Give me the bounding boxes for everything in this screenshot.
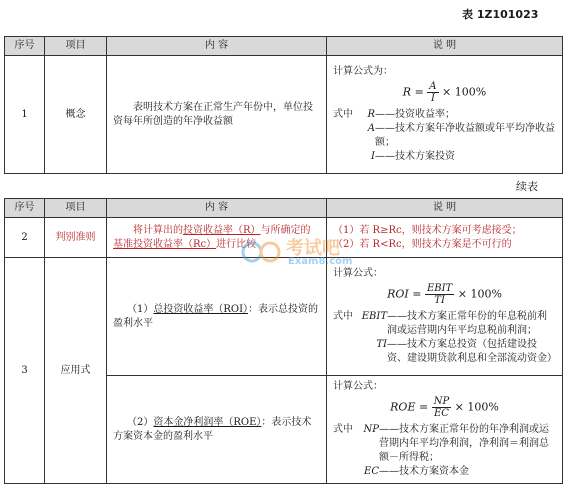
- row3b-def-sym: NP: [363, 424, 379, 435]
- row1-def-text: ——技术方案投资: [375, 151, 455, 162]
- row1-def-text: ——投资收益率；: [375, 109, 455, 120]
- row1-formula: [333, 81, 556, 104]
- row2-content-mid: 与所确定的: [260, 224, 311, 236]
- row3b-content-post: ：表示技术方案资本金的盈利水平: [113, 416, 312, 442]
- row3a-explanation: [327, 258, 563, 376]
- row3a-formula-label: 计算公式：: [333, 268, 383, 279]
- row1-where: 式中: [333, 109, 353, 120]
- row1-def: [333, 108, 556, 122]
- row3a-where: 式中: [333, 311, 353, 322]
- row3-seq: 3: [5, 258, 45, 484]
- table-row: [5, 258, 563, 376]
- row3a-def-text: ——技术方案正常年份的年息税前利润或运营期内年平均息税前利润；: [387, 311, 547, 336]
- row1-seq: 1: [5, 56, 45, 174]
- row2-rule: （2）若 R<Rc，则技术方案是不可行的: [333, 238, 512, 250]
- row3b-formula-tail: × 100%: [454, 400, 499, 414]
- row1-formula-num: A: [429, 81, 437, 92]
- row1-formula-label: 计算公式为：: [333, 66, 393, 77]
- row1-def-text: ——技术方案年净收益额或年平均净收益额；: [375, 123, 555, 148]
- row2-rule: （1）若 R≥Rc，则技术方案可考虑接受；: [333, 224, 522, 236]
- row3a-def: [333, 310, 556, 338]
- row3b-def-text: ——技术方案正常年份的年净利润或运营期内年平均净利润，净利润＝利润总额－所得税；: [379, 424, 549, 463]
- row1-def-sym: I: [371, 151, 375, 162]
- watermark-sub: Exam8.com: [288, 256, 353, 267]
- table-number: 表 1Z101023: [462, 8, 539, 21]
- watermark: [238, 228, 378, 272]
- row2-content-pre: 将计算出的: [133, 224, 183, 236]
- row2-content-post: 进行比较: [216, 238, 257, 250]
- row3a-content-u: 总投资收益率（ROI）: [153, 303, 249, 315]
- header-content: 内 容: [107, 37, 327, 56]
- header-explanation: 说 明: [327, 37, 563, 56]
- row1-content-text: 表明技术方案在正常生产年份中，单位投资每年所创造的年净收益额: [113, 101, 313, 127]
- row3a-def: [333, 338, 556, 366]
- watermark-text: 考试吧: [286, 238, 340, 259]
- row1-explanation: [327, 56, 563, 174]
- row3b-def: [333, 465, 556, 479]
- continued-label: 续表: [516, 180, 538, 193]
- header-content: 内 容: [107, 199, 327, 218]
- row3b-formula-fraction: [432, 396, 451, 419]
- row3a-formula-lhs: ROI =: [387, 287, 422, 301]
- row1-def: [333, 122, 556, 150]
- row3b-where: 式中: [333, 424, 353, 435]
- row3b-content: [107, 376, 327, 484]
- row1-formula-den: I: [430, 93, 435, 104]
- row2-content-u1: 投资收益率（R）: [183, 224, 261, 236]
- row2-content-u2: 基准投资收益率（Rc）: [113, 238, 217, 250]
- row1-def: [333, 150, 556, 164]
- row2-seq: 2: [5, 218, 45, 258]
- row3b-explanation: [327, 376, 563, 484]
- row3-item: 应用式: [45, 258, 107, 484]
- row1-formula-lhs: R =: [402, 85, 424, 99]
- row3a-formula-tail: × 100%: [457, 287, 502, 301]
- row3b-def-sym: EC: [364, 466, 379, 477]
- row3b-formula: [333, 396, 556, 419]
- table-row: [5, 56, 563, 174]
- row3b-content-pre: （2）: [127, 416, 154, 428]
- row1-item: 概念: [45, 56, 107, 174]
- header-row: [5, 199, 563, 218]
- row1-def-sym: A: [367, 123, 375, 134]
- row3b-formula-label: 计算公式：: [333, 381, 383, 392]
- header-explanation: 说 明: [327, 199, 563, 218]
- row3a-def-sym: TI: [376, 339, 387, 350]
- header-seq: 序号: [5, 37, 45, 56]
- row2-item: 判别准则: [45, 218, 107, 258]
- header-row: [5, 37, 563, 56]
- row3b-formula-num: NP: [433, 396, 450, 407]
- header-item: 项目: [45, 199, 107, 218]
- row3a-formula: [333, 283, 556, 306]
- row1-content: [107, 56, 327, 174]
- row1-formula-fraction: [427, 81, 438, 104]
- row1-def-sym: R: [367, 109, 375, 120]
- row3b-content-u: 资本金净利润率（ROE）: [153, 416, 262, 428]
- row3a-formula-fraction: [425, 283, 454, 306]
- row3a-content-pre: （1）: [127, 303, 154, 315]
- row3a-def-sym: EBIT: [361, 311, 387, 322]
- row3b-def: [333, 423, 556, 465]
- row3a-formula-den: TI: [434, 295, 445, 306]
- row3b-formula-den: EC: [433, 408, 449, 419]
- row3a-def-text: ——技术方案总投资（包括建设投资、建设期贷款利息和全部流动资金）: [387, 339, 557, 364]
- row3b-def-text: ——技术方案资本金: [379, 466, 469, 477]
- header-item: 项目: [45, 37, 107, 56]
- row3b-formula-lhs: ROE =: [390, 400, 429, 414]
- row3a-formula-num: EBIT: [426, 283, 453, 294]
- row3a-content: [107, 258, 327, 376]
- row1-formula-tail: × 100%: [442, 85, 487, 99]
- header-seq: 序号: [5, 199, 45, 218]
- table-1: [4, 36, 563, 174]
- row3a-content-post: ：表示总投资的盈利水平: [113, 303, 319, 329]
